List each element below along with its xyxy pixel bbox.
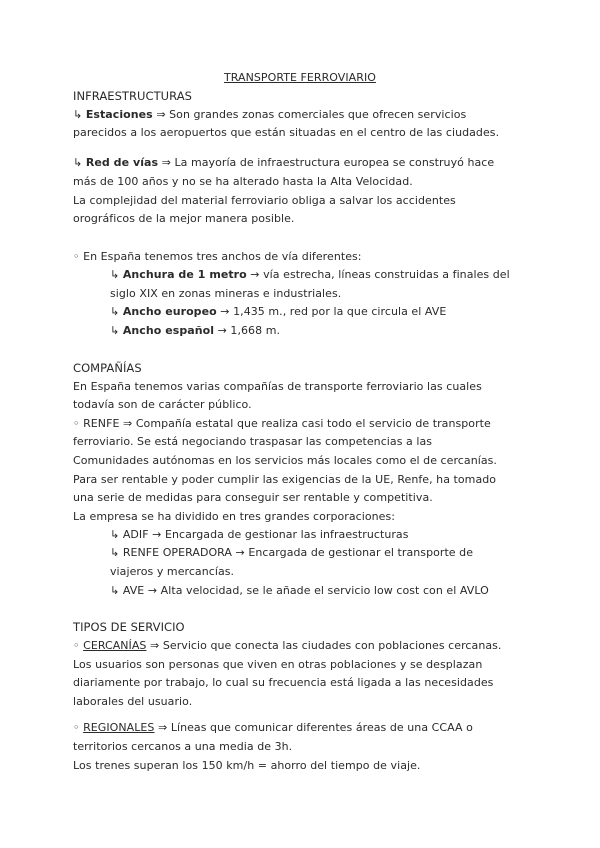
text-anchura-1-metro: vía estrecha, líneas construidas a finales del bbox=[263, 268, 510, 281]
item-regionales bbox=[73, 721, 473, 735]
bullet-icon: ◦ bbox=[73, 417, 80, 430]
text-ancho-espanol: 1,668 m. bbox=[230, 324, 281, 337]
item-cercanias bbox=[73, 639, 501, 653]
text-renfe-line5: una serie de medidas para conseguir ser rentable y competitiva. bbox=[73, 491, 433, 504]
return-arrow-icon: ↳ bbox=[110, 546, 120, 559]
bullet-icon: ◦ bbox=[73, 250, 80, 263]
heading-infraestructuras: INFRAESTRUCTURAS bbox=[73, 89, 192, 103]
term-cercanias: CERCANÍAS bbox=[83, 639, 147, 652]
term-red-de-vias: Red de vías bbox=[85, 156, 159, 169]
text-estaciones-cont: parecidos a los aeropuertos que están situadas en el centro de las ciudades. bbox=[73, 126, 500, 139]
item-anchos-intro bbox=[73, 250, 362, 264]
text-renfe-line2: ferroviario. Se está negociando traspasar las competencias a las bbox=[73, 435, 433, 448]
implies-icon: ⇒ bbox=[156, 108, 166, 121]
text-companias-line1: En España tenemos varias compañías de transporte ferroviario las cuales bbox=[73, 380, 482, 393]
text-cercanias-line2: Los usuarios son personas que viven en otras poblaciones y se desplazan bbox=[73, 658, 483, 671]
text-renfe-operadora-cont: viajeros y mercancías. bbox=[110, 565, 235, 578]
arrow-right-icon: → bbox=[217, 324, 227, 337]
item-ave bbox=[110, 584, 489, 598]
item-red-de-vias bbox=[73, 156, 494, 170]
text-anchura-cont: siglo XIX en zonas mineras e industriales. bbox=[110, 287, 342, 300]
item-estaciones bbox=[73, 108, 466, 122]
text-regionales: Líneas que comunicar diferentes áreas de una CCAA o bbox=[170, 721, 473, 734]
arrow-right-icon: → bbox=[220, 305, 230, 318]
return-arrow-icon: ↳ bbox=[110, 305, 120, 318]
item-adif bbox=[110, 528, 409, 542]
return-arrow-icon: ↳ bbox=[110, 584, 120, 597]
text-renfe-line6: La empresa se ha dividido en tres grandes corporaciones: bbox=[73, 510, 396, 523]
bullet-icon: ◦ bbox=[73, 721, 80, 734]
term-adif: ADIF bbox=[122, 528, 149, 541]
text-renfe: Compañía estatal que realiza casi todo el servicio de transporte bbox=[135, 417, 491, 430]
text-regionales-line2: territorios cercanos a una media de 3h. bbox=[73, 740, 293, 753]
item-ancho-europeo bbox=[110, 305, 446, 319]
text-red-de-vias: La mayoría de infraestructura europea se construyó hace bbox=[174, 156, 495, 169]
implies-icon: ⇒ bbox=[123, 417, 133, 430]
text-ave: Alta velocidad, se le añade el servicio low cost con el AVLO bbox=[160, 584, 489, 597]
arrow-right-icon: → bbox=[147, 584, 158, 597]
text-cercanias-line3: diariamente por trabajo, lo cual su frecuencia está ligada a las necesidades bbox=[73, 676, 494, 689]
arrow-right-icon: → bbox=[235, 546, 245, 559]
text-renfe-line4: Para ser rentable y poder cumplir las exigencias de la UE, Renfe, ha tomado bbox=[73, 473, 497, 486]
implies-icon: ⇒ bbox=[157, 721, 168, 734]
text-red-line3: La complejidad del material ferroviario obliga a salvar los accidentes bbox=[73, 194, 456, 207]
return-arrow-icon: ↳ bbox=[110, 268, 120, 281]
heading-companias: COMPAÑÍAS bbox=[73, 361, 142, 375]
return-arrow-icon: ↳ bbox=[110, 324, 120, 337]
term-ancho-espanol: Ancho español bbox=[122, 324, 215, 337]
text-companias-line2: todavía son de carácter público. bbox=[73, 398, 252, 411]
implies-icon: ⇒ bbox=[150, 639, 160, 652]
text-renfe-operadora: Encargada de gestionar el transporte de bbox=[248, 546, 474, 559]
term-anchura-1-metro: Anchura de 1 metro bbox=[122, 268, 247, 281]
item-renfe bbox=[73, 417, 491, 431]
item-renfe-operadora bbox=[110, 546, 473, 560]
term-renfe-operadora: RENFE OPERADORA bbox=[122, 546, 232, 559]
item-anchura-1-metro bbox=[110, 268, 510, 282]
text-red-line2: más de 100 años y no se ha alterado hasta la Alta Velocidad. bbox=[73, 175, 413, 188]
return-arrow-icon: ↳ bbox=[110, 528, 120, 541]
implies-icon: ⇒ bbox=[161, 156, 171, 169]
arrow-right-icon: → bbox=[152, 528, 162, 541]
term-ave: AVE bbox=[122, 584, 145, 597]
term-renfe: RENFE bbox=[83, 417, 120, 430]
text-regionales-line3: Los trenes superan los 150 km/h = ahorro del tiempo de viaje. bbox=[73, 759, 421, 772]
document-title: TRANSPORTE FERROVIARIO bbox=[224, 71, 376, 84]
return-arrow-icon: ↳ bbox=[73, 108, 83, 121]
text-cercanias-line4: laborales del usuario. bbox=[73, 695, 193, 708]
item-ancho-espanol bbox=[110, 324, 280, 338]
term-estaciones: Estaciones bbox=[85, 108, 153, 121]
term-regionales: REGIONALES bbox=[83, 721, 155, 734]
text-anchos-intro: En España tenemos tres anchos de vía diferentes: bbox=[83, 250, 362, 263]
arrow-right-icon: → bbox=[250, 268, 260, 281]
text-renfe-line3: Comunidades autónomas en los servicios más locales como el de cercanías. bbox=[73, 454, 497, 467]
text-adif: Encargada de gestionar las infraestructuras bbox=[164, 528, 409, 541]
text-red-line4: orográficos de la mejor manera posible. bbox=[73, 212, 295, 225]
heading-tipos-de-servicio: TIPOS DE SERVICIO bbox=[73, 620, 185, 634]
bullet-icon: ◦ bbox=[73, 639, 80, 652]
text-estaciones: Son grandes zonas comerciales que ofrecen servicios bbox=[169, 108, 467, 121]
text-cercanias: Servicio que conecta las ciudades con poblaciones cercanas. bbox=[162, 639, 502, 652]
return-arrow-icon: ↳ bbox=[73, 156, 83, 169]
text-ancho-europeo: 1,435 m., red por la que circula el AVE bbox=[233, 305, 447, 318]
term-ancho-europeo: Ancho europeo bbox=[122, 305, 217, 318]
